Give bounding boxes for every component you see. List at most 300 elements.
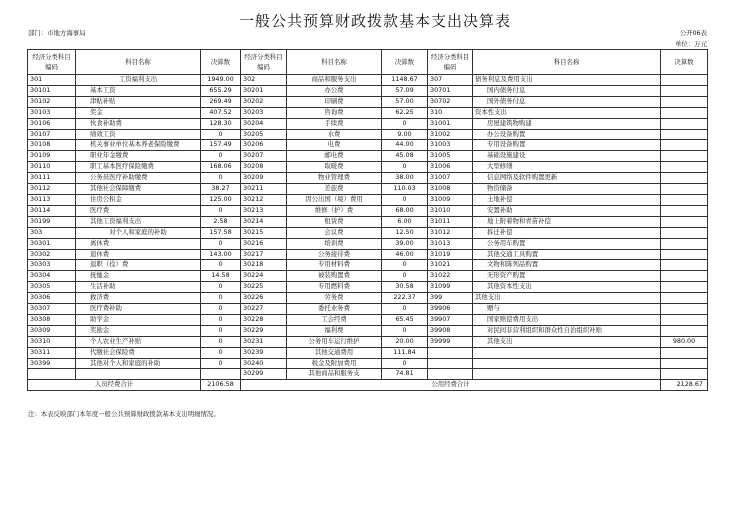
code-cell: 303 xyxy=(28,227,76,238)
amount-cell: 0 xyxy=(382,325,428,336)
code-cell: 30213 xyxy=(241,205,287,216)
code-cell: 30103 xyxy=(28,107,76,118)
code-cell: 30204 xyxy=(241,118,287,129)
code-cell: 301 xyxy=(28,75,76,86)
table-row xyxy=(28,249,708,260)
code-cell: 30212 xyxy=(241,194,287,205)
code-cell: 30309 xyxy=(28,325,76,336)
name-cell: 津贴补贴 xyxy=(76,96,201,107)
name-cell: 专用设备购置 xyxy=(473,140,661,151)
name-cell: 无形资产购置 xyxy=(473,271,661,282)
code-cell: 31012 xyxy=(428,227,473,238)
code-cell xyxy=(428,347,473,358)
amount-cell: 110.03 xyxy=(382,184,428,195)
amount-cell xyxy=(661,184,708,195)
table-row xyxy=(28,347,708,358)
amount-cell xyxy=(661,173,708,184)
code-cell: 399 xyxy=(428,293,473,304)
code-cell: 39907 xyxy=(428,314,473,325)
amount-cell xyxy=(661,282,708,293)
amount-cell: 57.00 xyxy=(382,96,428,107)
name-cell: 生活补助 xyxy=(76,282,201,293)
amount-cell xyxy=(661,304,708,315)
code-cell: 30209 xyxy=(241,173,287,184)
amount-cell xyxy=(661,151,708,162)
code-cell: 31006 xyxy=(428,162,473,173)
amount-cell: 38.27 xyxy=(201,184,241,195)
code-cell: 39906 xyxy=(428,304,473,315)
amount-cell xyxy=(661,271,708,282)
header-name-2: 科目名称 xyxy=(287,50,382,75)
personnel-total-label: 人员经费合计 xyxy=(28,380,201,391)
code-cell: 30106 xyxy=(28,118,76,129)
code-cell: 30217 xyxy=(241,249,287,260)
name-cell: 拆迁补偿 xyxy=(473,227,661,238)
table-row xyxy=(28,96,708,107)
amount-cell: 0 xyxy=(201,304,241,315)
name-cell: 绩效工资 xyxy=(76,129,201,140)
code-cell: 30203 xyxy=(241,107,287,118)
name-cell: 退职（役）费 xyxy=(76,260,201,271)
code-cell: 30311 xyxy=(28,347,76,358)
name-cell: 电费 xyxy=(287,140,382,151)
personnel-total-value: 2106.58 xyxy=(201,380,241,391)
table-code: 公开06表 xyxy=(679,29,707,37)
name-cell: 税金及附加费用 xyxy=(287,358,382,369)
public-total-label: 公用经费合计 xyxy=(241,380,661,391)
name-cell: 离休费 xyxy=(76,238,201,249)
name-cell: 取暖费 xyxy=(287,162,382,173)
code-cell: 30299 xyxy=(241,369,287,380)
amount-cell: 0 xyxy=(382,304,428,315)
code-cell: 30207 xyxy=(241,151,287,162)
code-cell: 30214 xyxy=(241,216,287,227)
table-row xyxy=(28,282,708,293)
name-cell: 住房公积金 xyxy=(76,194,201,205)
table-row xyxy=(28,129,708,140)
code-cell: 30308 xyxy=(28,314,76,325)
amount-cell: 39.00 xyxy=(382,238,428,249)
code-cell: 30304 xyxy=(28,271,76,282)
code-cell: 30228 xyxy=(241,314,287,325)
amount-cell: 0 xyxy=(201,173,241,184)
amount-cell: 0 xyxy=(201,260,241,271)
name-cell: 办公费 xyxy=(287,85,382,96)
code-cell: 31013 xyxy=(428,238,473,249)
amount-cell: 157.58 xyxy=(201,227,241,238)
name-cell: 助学金 xyxy=(76,314,201,325)
table-row xyxy=(28,358,708,369)
amount-cell xyxy=(661,162,708,173)
table-row xyxy=(28,173,708,184)
name-cell: 邮电费 xyxy=(287,151,382,162)
code-cell: 31007 xyxy=(428,173,473,184)
amount-cell: 0 xyxy=(201,238,241,249)
code-cell xyxy=(428,369,473,380)
code-cell: 30226 xyxy=(241,293,287,304)
code-cell: 30307 xyxy=(28,304,76,315)
amount-cell xyxy=(661,75,708,86)
name-cell: 租赁费 xyxy=(287,216,382,227)
header-amount-2: 决算数 xyxy=(382,50,428,75)
amount-cell xyxy=(661,238,708,249)
name-cell: 奖励金 xyxy=(76,325,201,336)
amount-cell: 0 xyxy=(201,129,241,140)
code-cell: 30211 xyxy=(241,184,287,195)
amount-cell: 44.00 xyxy=(382,140,428,151)
code-cell: 30109 xyxy=(28,151,76,162)
amount-cell xyxy=(661,369,708,380)
code-cell: 39908 xyxy=(428,325,473,336)
department-label: 部门：市地方海事局 xyxy=(28,29,86,37)
amount-cell: 0 xyxy=(201,282,241,293)
name-cell: 信息网络及软件购置更新 xyxy=(473,173,661,184)
table-header-row xyxy=(28,50,708,75)
header-code-1: 经济分类科目编码 xyxy=(28,50,76,75)
table-row xyxy=(28,184,708,195)
header-amount-1: 决算数 xyxy=(201,50,241,75)
name-cell xyxy=(473,347,661,358)
table-row xyxy=(28,151,708,162)
name-cell: 个人农业生产补贴 xyxy=(76,336,201,347)
amount-cell xyxy=(661,227,708,238)
name-cell: 基础设施建设 xyxy=(473,151,661,162)
amount-cell: 269.49 xyxy=(201,96,241,107)
amount-cell: 62.25 xyxy=(382,107,428,118)
name-cell: 职业年金缴费 xyxy=(76,151,201,162)
amount-cell: 0 xyxy=(201,314,241,325)
name-cell: 福利费 xyxy=(287,325,382,336)
code-cell: 30303 xyxy=(28,260,76,271)
code-cell: 31008 xyxy=(428,184,473,195)
name-cell: 公务用车运行维护 xyxy=(287,336,382,347)
amount-cell: 222.37 xyxy=(382,293,428,304)
totals-row xyxy=(28,380,708,391)
amount-cell: 655.29 xyxy=(201,85,241,96)
code-cell: 31005 xyxy=(428,151,473,162)
amount-cell: 65.45 xyxy=(382,314,428,325)
name-cell: 大型修缮 xyxy=(473,162,661,173)
code-cell: 31022 xyxy=(428,271,473,282)
name-cell: 其他商品和服务支 xyxy=(287,369,382,380)
name-cell: 基本工资 xyxy=(76,85,201,96)
name-cell: 办公设备购置 xyxy=(473,129,661,140)
code-cell: 30225 xyxy=(241,282,287,293)
table-row xyxy=(28,271,708,282)
name-cell xyxy=(473,358,661,369)
amount-cell: 0 xyxy=(382,194,428,205)
name-cell: 被装购置费 xyxy=(287,271,382,282)
table-row xyxy=(28,336,708,347)
amount-cell xyxy=(661,107,708,118)
amount-cell: 0 xyxy=(201,358,241,369)
code-cell: 31011 xyxy=(428,216,473,227)
name-cell: 维修（护）费 xyxy=(287,205,382,216)
amount-cell: 38.00 xyxy=(382,173,428,184)
code-cell: 30702 xyxy=(428,96,473,107)
name-cell: 医疗费补助 xyxy=(76,304,201,315)
name-cell xyxy=(76,369,201,380)
table-row xyxy=(28,205,708,216)
name-cell: 工会经费 xyxy=(287,314,382,325)
amount-cell: 0 xyxy=(201,293,241,304)
name-cell: 商品和服务支出 xyxy=(287,75,382,86)
name-cell: 代缴社会保险费 xyxy=(76,347,201,358)
amount-cell: 0 xyxy=(382,358,428,369)
name-cell: 房屋建筑物购建 xyxy=(473,118,661,129)
amount-cell xyxy=(661,358,708,369)
amount-cell: 45.08 xyxy=(382,151,428,162)
table-row xyxy=(28,85,708,96)
name-cell: 国外债务付息 xyxy=(473,96,661,107)
name-cell: 资本性支出 xyxy=(473,107,661,118)
code-cell: 30701 xyxy=(428,85,473,96)
code-cell: 30239 xyxy=(241,347,287,358)
name-cell: 公务员医疗补助缴费 xyxy=(76,173,201,184)
code-cell: 30107 xyxy=(28,129,76,140)
code-cell: 30215 xyxy=(241,227,287,238)
table-row xyxy=(28,216,708,227)
code-cell: 30201 xyxy=(241,85,287,96)
amount-cell xyxy=(661,216,708,227)
code-cell: 30224 xyxy=(241,271,287,282)
table-row xyxy=(28,260,708,271)
amount-cell: 14.58 xyxy=(201,271,241,282)
code-cell: 30227 xyxy=(241,304,287,315)
amount-cell: 0 xyxy=(382,260,428,271)
code-cell: 30302 xyxy=(28,249,76,260)
amount-cell: 407.52 xyxy=(201,107,241,118)
amount-cell xyxy=(661,347,708,358)
table-row xyxy=(28,293,708,304)
code-cell: 30102 xyxy=(28,96,76,107)
name-cell: 奖金 xyxy=(76,107,201,118)
amount-cell: 125.00 xyxy=(201,194,241,205)
code-cell: 30231 xyxy=(241,336,287,347)
code-cell: 31009 xyxy=(428,194,473,205)
amount-cell: 2.58 xyxy=(201,216,241,227)
amount-cell xyxy=(661,293,708,304)
amount-cell: 168.06 xyxy=(201,162,241,173)
amount-cell: 20.00 xyxy=(382,336,428,347)
name-cell: 退休费 xyxy=(76,249,201,260)
name-cell: 公务接待费 xyxy=(287,249,382,260)
expenditure-table xyxy=(27,49,708,391)
amount-cell: 1148.67 xyxy=(382,75,428,86)
name-cell: 会议费 xyxy=(287,227,382,238)
code-cell: 30110 xyxy=(28,162,76,173)
code-cell: 30229 xyxy=(241,325,287,336)
amount-cell: 0 xyxy=(201,205,241,216)
name-cell: 咨询费 xyxy=(287,107,382,118)
name-cell: 其他交通费用 xyxy=(287,347,382,358)
code-cell: 30399 xyxy=(28,358,76,369)
amount-cell: 46.00 xyxy=(382,249,428,260)
code-cell: 30101 xyxy=(28,85,76,96)
code-cell: 30108 xyxy=(28,140,76,151)
public-total-value: 2128.67 xyxy=(661,380,708,391)
name-cell: 机关事业单位基本养老保险缴费 xyxy=(76,140,201,151)
name-cell: 手续费 xyxy=(287,118,382,129)
amount-cell: 0 xyxy=(201,151,241,162)
table-row xyxy=(28,325,708,336)
name-cell: 培训费 xyxy=(287,238,382,249)
amount-cell: 0 xyxy=(382,118,428,129)
name-cell: 水费 xyxy=(287,129,382,140)
name-cell: 其他社会保障缴费 xyxy=(76,184,201,195)
code-cell: 31003 xyxy=(428,140,473,151)
name-cell: 地上附着物和青苗补偿 xyxy=(473,216,661,227)
code-cell: 30202 xyxy=(241,96,287,107)
code-cell: 31021 xyxy=(428,260,473,271)
name-cell: 其他对个人和家庭的补助 xyxy=(76,358,201,369)
code-cell: 30112 xyxy=(28,184,76,195)
amount-cell: 0 xyxy=(382,162,428,173)
amount-cell: 0 xyxy=(201,325,241,336)
code-cell: 31001 xyxy=(428,118,473,129)
name-cell: 专用燃料费 xyxy=(287,282,382,293)
name-cell: 对民间非营利组织和群众性自治组织补贴 xyxy=(473,325,661,336)
amount-cell: 128.30 xyxy=(201,118,241,129)
code-cell: 31019 xyxy=(428,249,473,260)
name-cell: 国内债务付息 xyxy=(473,85,661,96)
name-cell: 其他交通工具购置 xyxy=(473,249,661,260)
amount-cell: 30.58 xyxy=(382,282,428,293)
header-code-3: 经济分类科目编码 xyxy=(428,50,473,75)
name-cell: 救济费 xyxy=(76,293,201,304)
name-cell: 其他资本性支出 xyxy=(473,282,661,293)
amount-cell xyxy=(661,314,708,325)
name-cell: 差旅费 xyxy=(287,184,382,195)
name-cell: 劳务费 xyxy=(287,293,382,304)
table-row xyxy=(28,369,708,380)
name-cell: 专用材料费 xyxy=(287,260,382,271)
amount-cell xyxy=(661,325,708,336)
name-cell: 伙食补助费 xyxy=(76,118,201,129)
amount-cell: 0 xyxy=(201,336,241,347)
code-cell: 30199 xyxy=(28,216,76,227)
name-cell: 赠与 xyxy=(473,304,661,315)
code-cell: 307 xyxy=(428,75,473,86)
table-row xyxy=(28,238,708,249)
code-cell: 30206 xyxy=(241,140,287,151)
name-cell: 委托业务费 xyxy=(287,304,382,315)
name-cell: 职工基本医疗保险缴费 xyxy=(76,162,201,173)
code-cell: 310 xyxy=(428,107,473,118)
table-row xyxy=(28,304,708,315)
name-cell: 债务利息及费用支出 xyxy=(473,75,661,86)
amount-cell: 6.00 xyxy=(382,216,428,227)
code-cell: 31099 xyxy=(428,282,473,293)
amount-cell xyxy=(661,118,708,129)
amount-cell: 0 xyxy=(201,347,241,358)
code-cell: 30240 xyxy=(241,358,287,369)
amount-cell: 57.09 xyxy=(382,85,428,96)
table-row xyxy=(28,107,708,118)
name-cell: 抚恤金 xyxy=(76,271,201,282)
header-code-2: 经济分类科目编码 xyxy=(241,50,287,75)
amount-cell: 980.00 xyxy=(661,336,708,347)
table-row xyxy=(28,227,708,238)
code-cell: 30305 xyxy=(28,282,76,293)
name-cell: 文物和陈列品购置 xyxy=(473,260,661,271)
table-row xyxy=(28,194,708,205)
header-name-3: 科目名称 xyxy=(473,50,661,75)
amount-cell: 12.50 xyxy=(382,227,428,238)
amount-cell xyxy=(661,205,708,216)
code-cell: 30301 xyxy=(28,238,76,249)
table-row xyxy=(28,118,708,129)
name-cell: 对个人和家庭的补助 xyxy=(76,227,201,238)
name-cell: 其他支出 xyxy=(473,293,661,304)
table-row xyxy=(28,162,708,173)
code-cell xyxy=(28,369,76,380)
code-cell: 30205 xyxy=(241,129,287,140)
amount-cell xyxy=(661,140,708,151)
name-cell: 安置补助 xyxy=(473,205,661,216)
amount-cell: 9.00 xyxy=(382,129,428,140)
code-cell: 30113 xyxy=(28,194,76,205)
code-cell: 31002 xyxy=(428,129,473,140)
name-cell: 工资福利支出 xyxy=(76,75,201,86)
table-row xyxy=(28,75,708,86)
amount-cell xyxy=(661,85,708,96)
amount-cell: 0 xyxy=(382,271,428,282)
amount-cell xyxy=(661,96,708,107)
amount-cell xyxy=(661,260,708,271)
code-cell: 302 xyxy=(241,75,287,86)
code-cell: 30306 xyxy=(28,293,76,304)
name-cell: 物资储备 xyxy=(473,184,661,195)
amount-cell: 111.84 xyxy=(382,347,428,358)
amount-cell: 1949.00 xyxy=(201,75,241,86)
code-cell: 30111 xyxy=(28,173,76,184)
amount-cell: 157.49 xyxy=(201,140,241,151)
name-cell: 国家赔偿费用支出 xyxy=(473,314,661,325)
code-cell: 30216 xyxy=(241,238,287,249)
name-cell: 其他工资福利支出 xyxy=(76,216,201,227)
amount-cell xyxy=(661,249,708,260)
code-cell: 30114 xyxy=(28,205,76,216)
page-title: 一般公共预算财政拨款基本支出决算表 xyxy=(238,12,511,30)
name-cell xyxy=(473,369,661,380)
unit-label: 单位：万元 xyxy=(675,40,707,48)
name-cell: 其他支出 xyxy=(473,336,661,347)
amount-cell xyxy=(661,129,708,140)
table-row xyxy=(28,314,708,325)
amount-cell xyxy=(201,369,241,380)
name-cell: 因公出国（境）费用 xyxy=(287,194,382,205)
table-row xyxy=(28,140,708,151)
footnote: 注：本表反映部门本年度一般公共预算财政拨款基本支出明细情况。 xyxy=(28,410,220,418)
code-cell: 39999 xyxy=(428,336,473,347)
amount-cell xyxy=(661,194,708,205)
code-cell xyxy=(428,358,473,369)
header-amount-3: 决算数 xyxy=(661,50,708,75)
amount-cell: 74.81 xyxy=(382,369,428,380)
name-cell: 公务用车购置 xyxy=(473,238,661,249)
name-cell: 土地补偿 xyxy=(473,194,661,205)
code-cell: 30208 xyxy=(241,162,287,173)
amount-cell: 143.00 xyxy=(201,249,241,260)
name-cell: 印刷费 xyxy=(287,96,382,107)
code-cell: 31010 xyxy=(428,205,473,216)
code-cell: 30310 xyxy=(28,336,76,347)
name-cell: 医疗费 xyxy=(76,205,201,216)
header-name-1: 科目名称 xyxy=(76,50,201,75)
amount-cell: 68.00 xyxy=(382,205,428,216)
name-cell: 物业管理费 xyxy=(287,173,382,184)
